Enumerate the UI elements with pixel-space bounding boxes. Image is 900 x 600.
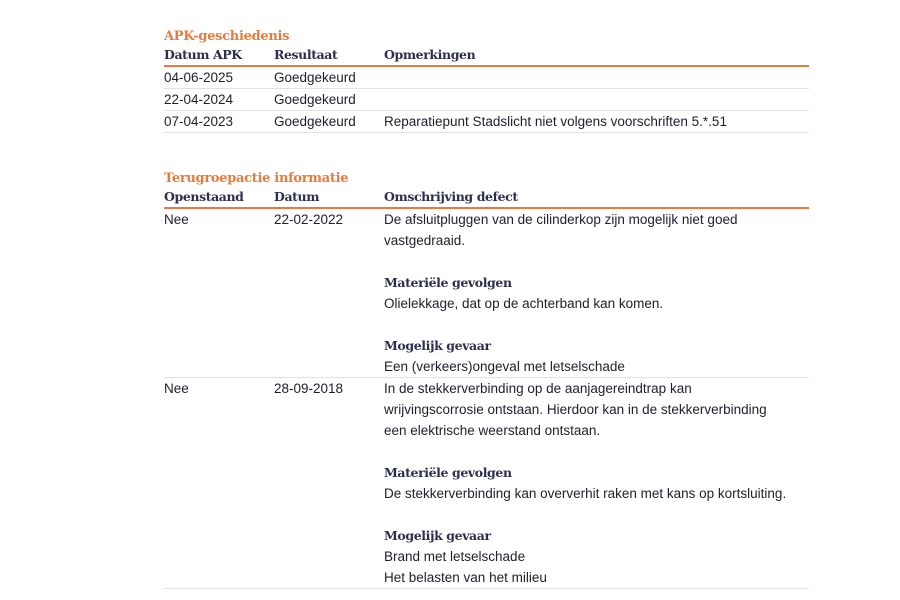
recall-title: Terugroepactie informatie bbox=[164, 171, 349, 186]
possible-danger-line: Een (verkeers)ongeval met letselschade bbox=[384, 359, 625, 374]
defect-line: vastgedraaid. bbox=[384, 233, 466, 248]
apk-remark bbox=[384, 89, 809, 110]
apk-result: Goedgekeurd bbox=[274, 92, 356, 107]
header-resultaat: Resultaat bbox=[274, 47, 338, 62]
apk-result: Goedgekeurd bbox=[274, 114, 356, 129]
recall-date: 22-02-2022 bbox=[274, 212, 344, 227]
recall-table-header bbox=[164, 188, 809, 209]
header-opmerkingen: Opmerkingen bbox=[384, 47, 476, 62]
apk-date: 22-04-2024 bbox=[164, 92, 234, 107]
apk-table-header bbox=[164, 46, 809, 67]
table-row bbox=[164, 89, 809, 111]
recall-date: 28-09-2018 bbox=[274, 381, 344, 396]
recall-open: Nee bbox=[164, 212, 189, 227]
defect-line: De afsluitpluggen van de cilinderkop zijn mogelijk niet goed bbox=[384, 212, 738, 227]
material-consequences-heading: Materiële gevolgen bbox=[384, 275, 512, 290]
recall-description bbox=[384, 378, 809, 588]
defect-line: wrijvingscorrosie ontstaan. Hierdoor kan in de stekkerverbinding bbox=[384, 402, 767, 417]
defect-line: een elektrische weerstand ontstaan. bbox=[384, 423, 601, 438]
apk-history-section bbox=[164, 28, 809, 133]
material-consequences-line: Olielekkage, dat op de achterband kan komen. bbox=[384, 296, 664, 311]
apk-date: 07-04-2023 bbox=[164, 114, 234, 129]
table-row bbox=[164, 378, 809, 589]
apk-result: Goedgekeurd bbox=[274, 70, 356, 85]
table-row bbox=[164, 209, 809, 378]
recall-description bbox=[384, 209, 809, 377]
possible-danger-heading: Mogelijk gevaar bbox=[384, 528, 491, 543]
possible-danger-line: Brand met letselschade bbox=[384, 549, 526, 564]
table-row bbox=[164, 111, 809, 133]
header-openstaand: Openstaand bbox=[164, 189, 244, 204]
possible-danger-heading: Mogelijk gevaar bbox=[384, 338, 491, 353]
header-datum: Datum bbox=[274, 189, 320, 204]
defect-line: In de stekkerverbinding op de aanjagereindtrap kan bbox=[384, 381, 692, 396]
table-row bbox=[164, 67, 809, 89]
header-omschrijving: Omschrijving defect bbox=[384, 189, 518, 204]
apk-remark: Reparatiepunt Stadslicht niet volgens voorschriften 5.*.51 bbox=[384, 114, 727, 129]
apk-history-title: APK-geschiedenis bbox=[164, 29, 290, 44]
material-consequences-heading: Materiële gevolgen bbox=[384, 465, 512, 480]
header-datum-apk: Datum APK bbox=[164, 47, 242, 62]
apk-date: 04-06-2025 bbox=[164, 70, 234, 85]
material-consequences-line: De stekkerverbinding kan oververhit raken met kans op kortsluiting. bbox=[384, 486, 787, 501]
possible-danger-line: Het belasten van het milieu bbox=[384, 570, 547, 585]
recall-section bbox=[164, 170, 809, 589]
recall-open: Nee bbox=[164, 381, 189, 396]
apk-remark bbox=[384, 67, 809, 88]
